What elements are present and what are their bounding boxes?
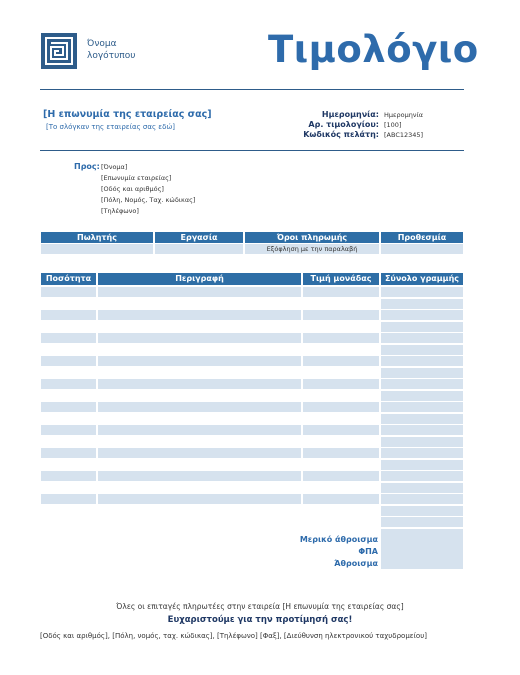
item-desc-cell[interactable] bbox=[98, 287, 301, 297]
item-linetotal-cell[interactable] bbox=[381, 310, 463, 320]
meta-date-label: Ημερομηνία: bbox=[321, 110, 379, 119]
to-name: [Όνομα] bbox=[101, 163, 128, 171]
item-linetotal-cell[interactable] bbox=[381, 448, 463, 458]
vat-value[interactable] bbox=[381, 547, 463, 557]
item-desc-cell[interactable] bbox=[98, 402, 301, 412]
meta-customer-value: [ABC12345] bbox=[384, 131, 424, 139]
item-qty-cell[interactable] bbox=[41, 402, 96, 412]
terms-header-seller: Πωλητής bbox=[41, 232, 153, 243]
item-linetotal-cell[interactable] bbox=[381, 517, 463, 527]
to-label: Προς: bbox=[74, 162, 100, 171]
item-price-cell[interactable] bbox=[303, 425, 379, 435]
to-company: [Επωνυμία εταιρείας] bbox=[101, 174, 172, 182]
item-qty-cell[interactable] bbox=[41, 379, 96, 389]
item-linetotal-cell[interactable] bbox=[381, 391, 463, 401]
terms-cell-payment[interactable]: Εξόφληση με την παραλαβή bbox=[245, 244, 379, 254]
item-price-cell[interactable] bbox=[303, 356, 379, 366]
footer-thanks: Ευχαριστούμε για την προτίμησή σας! bbox=[167, 615, 353, 625]
terms-cell-seller[interactable] bbox=[41, 244, 153, 254]
to-street: [Οδός και αριθμός] bbox=[101, 185, 164, 193]
item-qty-cell[interactable] bbox=[41, 494, 96, 504]
item-price-cell[interactable] bbox=[303, 310, 379, 320]
to-phone: [Τηλέφωνο] bbox=[101, 207, 139, 215]
company-name: [Η επωνυμία της εταιρείας σας] bbox=[43, 109, 212, 120]
subtotal-value[interactable] bbox=[381, 535, 463, 545]
footer-payable: Όλες οι επιταγές πληρωτέες στην εταιρεία [Η επωνυμία της εταιρείας σας] bbox=[116, 602, 404, 611]
terms-header-job: Εργασία bbox=[155, 232, 243, 243]
item-qty-cell[interactable] bbox=[41, 448, 96, 458]
item-desc-cell[interactable] bbox=[98, 356, 301, 366]
total-value[interactable] bbox=[381, 559, 463, 569]
item-linetotal-cell[interactable] bbox=[381, 287, 463, 297]
item-linetotal-cell[interactable] bbox=[381, 437, 463, 447]
item-desc-cell[interactable] bbox=[98, 333, 301, 343]
item-linetotal-cell[interactable] bbox=[381, 379, 463, 389]
to-city: [Πόλη, Νομός, Ταχ. κώδικας] bbox=[101, 196, 196, 204]
page-title: Τιμολόγιο bbox=[268, 28, 479, 71]
company-slogan: [Το σλόγκαν της εταιρείας σας εδώ] bbox=[46, 123, 175, 131]
subtotal-label: Μερικό άθροισμα bbox=[299, 535, 378, 544]
item-price-cell[interactable] bbox=[303, 287, 379, 297]
item-linetotal-cell[interactable] bbox=[381, 356, 463, 366]
item-linetotal-cell[interactable] bbox=[381, 414, 463, 424]
meta-date-value: Ημερομηνία bbox=[384, 111, 424, 119]
item-price-cell[interactable] bbox=[303, 402, 379, 412]
item-qty-cell[interactable] bbox=[41, 287, 96, 297]
terms-header-due: Προθεσμία bbox=[381, 232, 463, 243]
item-price-cell[interactable] bbox=[303, 333, 379, 343]
item-qty-cell[interactable] bbox=[41, 333, 96, 343]
item-linetotal-cell[interactable] bbox=[381, 494, 463, 504]
footer-address: [Οδός και αριθμός], [Πόλη, νομός, ταχ. κώδικας], [Τηλέφωνο] [Φαξ], [Διεύθυνση ηλεκτρονικού ταχυδρομείου] bbox=[40, 632, 427, 640]
header-rule bbox=[40, 89, 464, 90]
item-linetotal-cell[interactable] bbox=[381, 322, 463, 332]
items-header-price: Τιμή μονάδας bbox=[303, 273, 379, 285]
logo-name: Όνομα λογότυπου bbox=[87, 39, 136, 61]
item-linetotal-cell[interactable] bbox=[381, 425, 463, 435]
item-price-cell[interactable] bbox=[303, 471, 379, 481]
item-desc-cell[interactable] bbox=[98, 494, 301, 504]
meta-rule bbox=[40, 150, 464, 151]
item-desc-cell[interactable] bbox=[98, 425, 301, 435]
terms-cell-job[interactable] bbox=[155, 244, 243, 254]
item-linetotal-cell[interactable] bbox=[381, 345, 463, 355]
item-price-cell[interactable] bbox=[303, 448, 379, 458]
item-linetotal-cell[interactable] bbox=[381, 460, 463, 470]
item-linetotal-cell[interactable] bbox=[381, 471, 463, 481]
vat-label: ΦΠΑ bbox=[358, 547, 378, 556]
terms-header-payment: Όροι πληρωμής bbox=[245, 232, 379, 243]
item-desc-cell[interactable] bbox=[98, 379, 301, 389]
item-linetotal-cell[interactable] bbox=[381, 483, 463, 493]
meta-customer-label: Κωδικός πελάτη: bbox=[303, 130, 379, 139]
item-linetotal-cell[interactable] bbox=[381, 299, 463, 309]
logo-mark bbox=[41, 33, 77, 69]
item-desc-cell[interactable] bbox=[98, 448, 301, 458]
item-desc-cell[interactable] bbox=[98, 310, 301, 320]
item-price-cell[interactable] bbox=[303, 379, 379, 389]
meta-invoice-value: [100] bbox=[384, 121, 402, 129]
item-linetotal-cell[interactable] bbox=[381, 368, 463, 378]
items-header-linetotal: Σύνολο γραμμής bbox=[381, 273, 463, 285]
meta-invoice-label: Αρ. τιμολογίου: bbox=[308, 120, 379, 129]
item-qty-cell[interactable] bbox=[41, 471, 96, 481]
items-header-qty: Ποσότητα bbox=[41, 273, 96, 285]
item-linetotal-cell[interactable] bbox=[381, 506, 463, 516]
terms-cell-due[interactable] bbox=[381, 244, 463, 254]
items-header-desc: Περιγραφή bbox=[98, 273, 301, 285]
item-qty-cell[interactable] bbox=[41, 425, 96, 435]
maze-logo-icon bbox=[41, 33, 77, 69]
item-qty-cell[interactable] bbox=[41, 356, 96, 366]
item-qty-cell[interactable] bbox=[41, 310, 96, 320]
item-linetotal-cell[interactable] bbox=[381, 333, 463, 343]
item-linetotal-cell[interactable] bbox=[381, 402, 463, 412]
item-price-cell[interactable] bbox=[303, 494, 379, 504]
total-label: Άθροισμα bbox=[334, 559, 378, 568]
item-desc-cell[interactable] bbox=[98, 471, 301, 481]
